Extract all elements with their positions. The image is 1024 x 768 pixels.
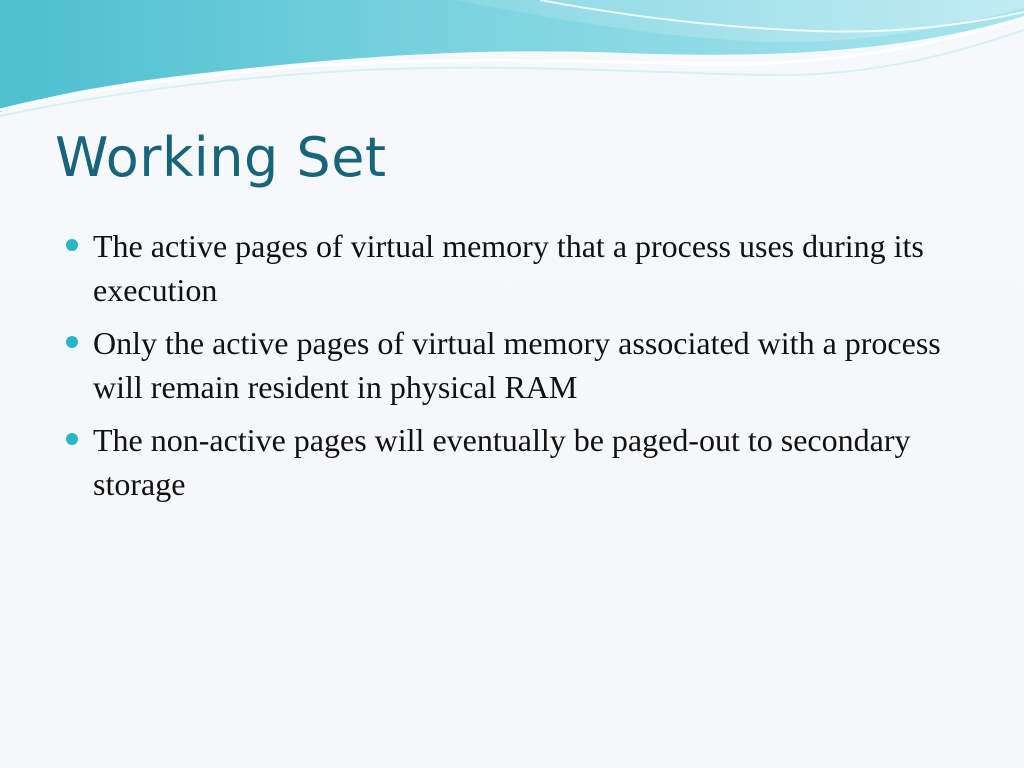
slide-title: Working Set xyxy=(55,126,387,189)
bullet-item xyxy=(62,418,962,506)
bullet-text: The non-active pages will eventually be paged-out to secondary storage xyxy=(93,422,911,502)
bullet-dot-icon xyxy=(66,239,78,251)
bullet-item xyxy=(62,321,962,409)
bullet-dot-icon xyxy=(66,336,78,348)
bullet-text: The active pages of virtual memory that a process uses during its execution xyxy=(93,228,924,308)
bullet-item xyxy=(62,224,962,312)
bullet-dot-icon xyxy=(66,433,78,445)
bullet-text: Only the active pages of virtual memory associated with a process will remain resident in physical RAM xyxy=(93,325,941,405)
wave-header-decoration xyxy=(0,0,1024,120)
bullet-list xyxy=(62,224,962,515)
